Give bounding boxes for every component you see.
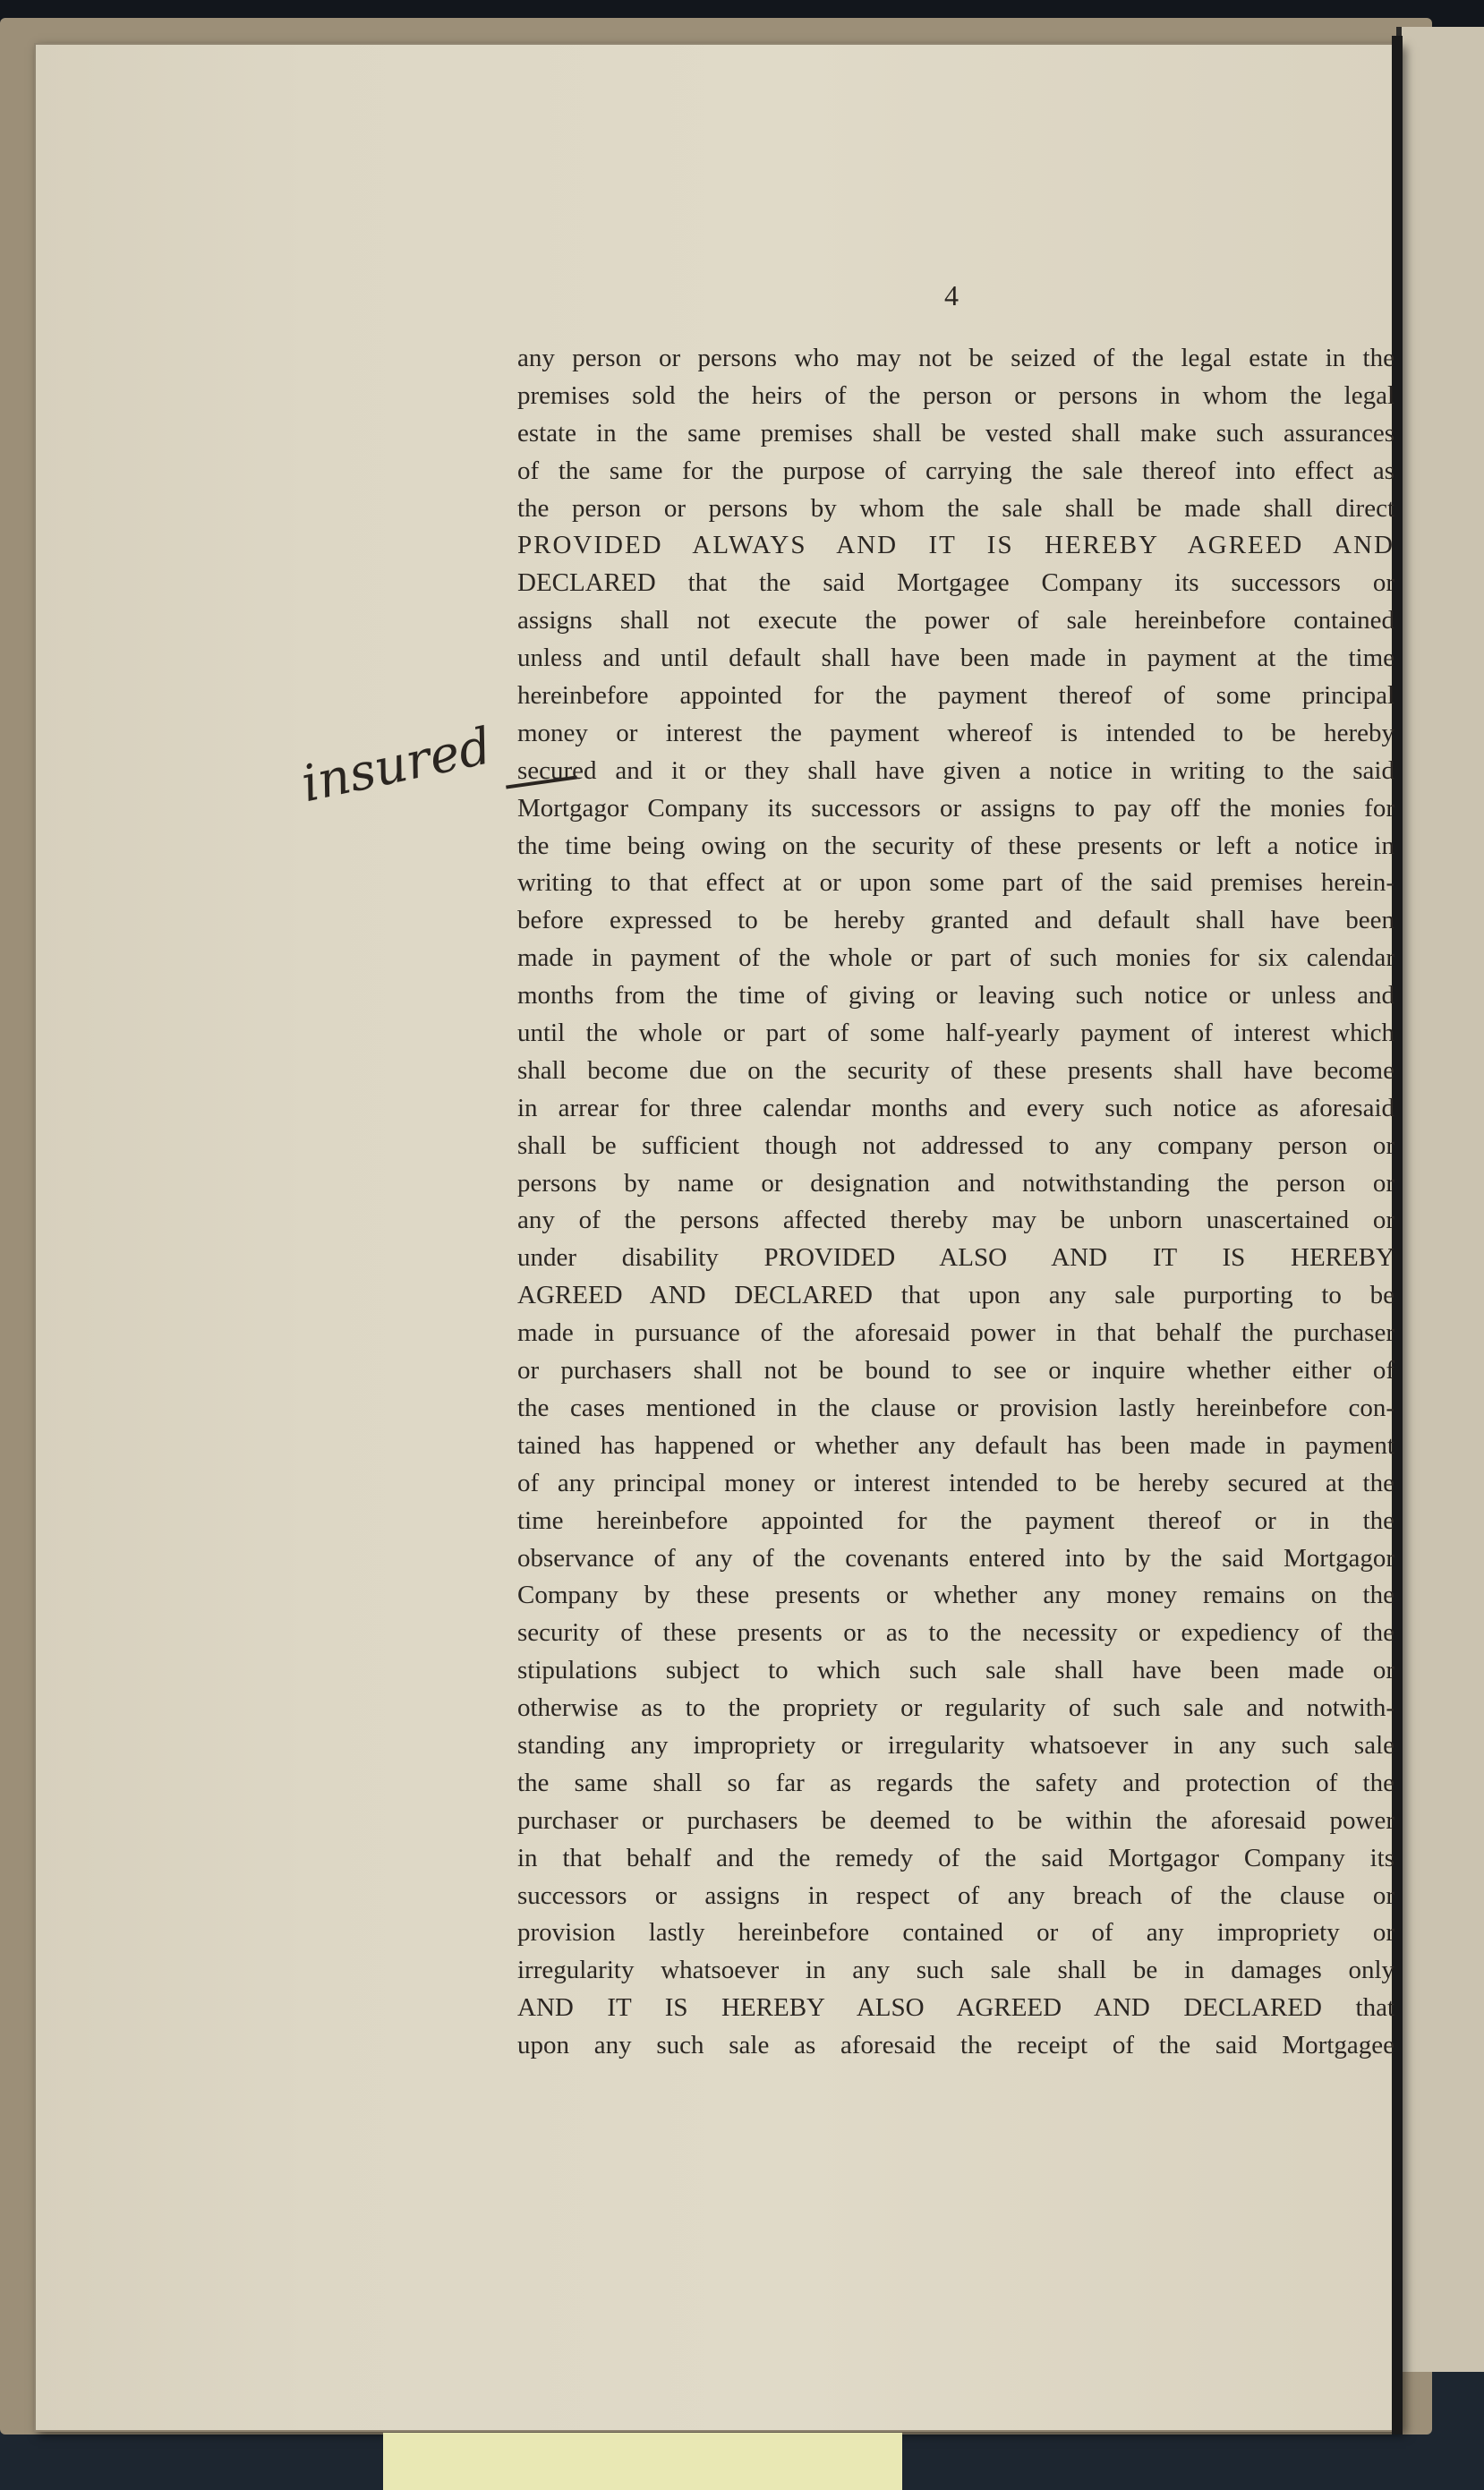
text-line: secured and it or they shall have given a notice in writing to the said	[517, 755, 1394, 785]
text-line: AND IT IS HEREBY ALSO AGREED AND DECLARED that	[517, 1993, 1394, 2023]
text-line: any of the persons affected thereby may be unborn unascertained or	[517, 1206, 1394, 1235]
text-line: provision lastly hereinbefore contained or of any impropriety or	[517, 1918, 1394, 1948]
text-line: tained has happened or whether any default has been made in payment	[517, 1430, 1394, 1460]
text-line: under disability PROVIDED ALSO AND IT IS HEREBY	[517, 1243, 1394, 1273]
text-line: DECLARED that the said Mortgagee Company its successors or	[517, 568, 1394, 598]
text-line: standing any impropriety or irregularity whatsoever in any such sale	[517, 1730, 1394, 1760]
text-line: upon any such sale as aforesaid the receipt of the said Mortgagee	[517, 2031, 1394, 2060]
text-line: purchaser or purchasers be deemed to be within the aforesaid power	[517, 1805, 1394, 1835]
text-line: unless and until default shall have been made in payment at the time	[517, 644, 1394, 673]
text-line: Mortgagor Company its successors or assigns to pay off the monies for	[517, 793, 1394, 823]
text-line: of the same for the purpose of carrying the sale thereof into effect as	[517, 456, 1394, 485]
text-line: money or interest the payment whereof is intended to be hereby	[517, 718, 1394, 747]
text-line: successors or assigns in respect of any breach of the clause or	[517, 1880, 1394, 1910]
text-line: observance of any of the covenants entered into by the said Mortgagor	[517, 1543, 1394, 1573]
text-line: shall become due on the security of these presents shall have become	[517, 1055, 1394, 1085]
text-line: before expressed to be hereby granted and default shall have been	[517, 906, 1394, 935]
text-line: PROVIDED ALWAYS AND IT IS HEREBY AGREED AND	[517, 531, 1394, 560]
text-line: writing to that effect at or upon some part of the said premises herein-	[517, 868, 1394, 898]
text-line: until the whole or part of some half-yearly payment of interest which	[517, 1019, 1394, 1048]
text-line: hereinbefore appointed for the payment thereof of some principal	[517, 681, 1394, 711]
text-line: estate in the same premises shall be vested shall make such assurances	[517, 418, 1394, 448]
text-line: the time being owing on the security of these presents or left a notice in	[517, 831, 1394, 860]
text-line: the cases mentioned in the clause or provision lastly hereinbefore con-	[517, 1393, 1394, 1422]
text-line: any person or persons who may not be seized of the legal estate in the	[517, 344, 1394, 372]
text-line: the person or persons by whom the sale shall be made shall direct	[517, 493, 1394, 523]
text-line: assigns shall not execute the power of sale hereinbefore contained	[517, 606, 1394, 635]
text-line: months from the time of giving or leaving such notice or unless and	[517, 981, 1394, 1010]
document-body	[517, 340, 1394, 2065]
text-line: shall be sufficient though not addressed to any company person or	[517, 1130, 1394, 1160]
text-line: AGREED AND DECLARED that upon any sale purporting to be	[517, 1281, 1394, 1310]
text-line: persons by name or designation and notwithstanding the person or	[517, 1168, 1394, 1198]
paper-tab	[383, 2433, 902, 2490]
text-line: or purchasers shall not be bound to see or inquire whether either of	[517, 1356, 1394, 1386]
text-line: in arrear for three calendar months and every such notice as aforesaid	[517, 1093, 1394, 1122]
text-line: in that behalf and the remedy of the said Mortgagor Company its	[517, 1843, 1394, 1872]
text-line: stipulations subject to which such sale shall have been made or	[517, 1656, 1394, 1685]
text-line: time hereinbefore appointed for the payment thereof or in the	[517, 1505, 1394, 1535]
text-line: of any principal money or interest intended to be hereby secured at the	[517, 1468, 1394, 1497]
text-line: irregularity whatsoever in any such sale shall be in damages only	[517, 1956, 1394, 1985]
text-line: Company by these presents or whether any money remains on the	[517, 1581, 1394, 1610]
text-line: made in pursuance of the aforesaid power in that behalf the purchaser	[517, 1318, 1394, 1348]
text-line: otherwise as to the propriety or regularity of such sale and notwith-	[517, 1693, 1394, 1723]
page-number: 4	[944, 279, 959, 311]
text-line: premises sold the heirs of the person or persons in whom the legal	[517, 380, 1394, 410]
text-line: security of these presents or as to the necessity or expediency of the	[517, 1618, 1394, 1648]
text-line: made in payment of the whole or part of such monies for six calendar	[517, 943, 1394, 973]
adjacent-page-edge	[1396, 27, 1484, 2372]
handwritten-margin-note: insured	[296, 717, 497, 814]
text-line: the same shall so far as regards the safety and protection of the	[517, 1768, 1394, 1797]
